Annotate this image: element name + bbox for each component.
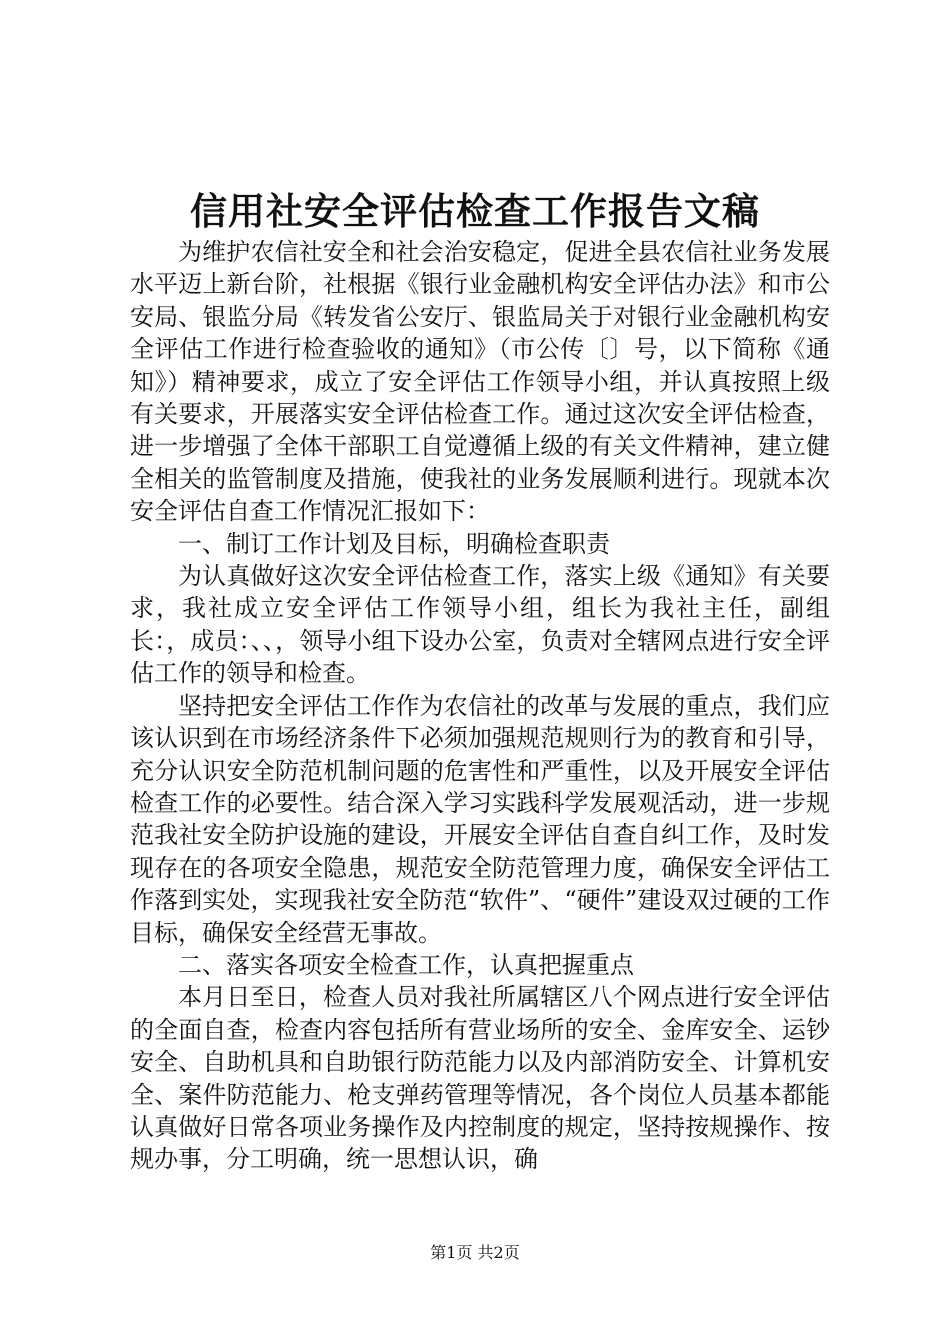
paragraph-section1-a: 为认真做好这次安全评估检查工作，落实上级《通知》有关要求，我社成立安全评估工作领导小组，组长为我社主任，副组长：，成员：、、，领导小组下设办公室，负责对全辖网点进行安全评估工作的领导和检查。 bbox=[130, 562, 830, 688]
paragraph-section1-b: 坚持把安全评估工作作为农信社的改革与发展的重点，我们应该认识到在市场经济条件下必须加强规范规则行为的教育和引导，充分认识安全防范机制问题的危害性和严重性，以及开展安全评估检查工作的必要性。结合深入学习实践科学发展观活动，进一步规范我社安全防护设施的建设，开展安全评估自查自纠工作，及时发现存在的各项安全隐患，规范安全防范管理力度，确保安全评估工作落到实处，实现我社安全防范“软件”、“硬件”建设双过硬的工作目标，确保安全经营无事故。 bbox=[130, 691, 830, 947]
section-heading-1: 一、制订工作计划及目标，明确检查职责 bbox=[178, 529, 610, 558]
paragraph-section2-a: 本月日至日，检查人员对我社所属辖区八个网点进行安全评估的全面自查，检查内容包括所有营业场所的安全、金库安全、运钞安全、自助机具和自助银行防范能力以及内部消防安全、计算机安全、案件防范能力、枪支弹药管理等情况，各个岗位人员基本都能认真做好日常各项业务操作及内控制度的规定，坚持按规操作、按规办事，分工明确，统一思想认识，确 bbox=[130, 983, 830, 1174]
paragraph-intro: 为维护农信社安全和社会治安稳定，促进全县农信社业务发展水平迈上新台阶，社根据《银行业金融机构安全评估办法》和市公安局、银监分局《转发省公安厅、银监局关于对银行业金融机构安全评估工作进行检查验收的通知》（市公传〔〕号，以下简称《通知》）精神要求，成立了安全评估工作领导小组，并认真按照上级有关要求，开展落实安全评估检查工作。通过这次安全评估检查，进一步增强了全体干部职工自觉遵循上级的有关文件精神，建立健全相关的监管制度及措施，使我社的业务发展顺利进行。现就本次安全评估自查工作情况汇报如下： bbox=[130, 238, 830, 526]
section-heading-2: 二、落实各项安全检查工作，认真把握重点 bbox=[178, 950, 634, 979]
document-title: 信用社安全评估检查工作报告文稿 bbox=[190, 189, 760, 233]
document-body bbox=[130, 236, 830, 1176]
page-footer: 第1页 共2页 bbox=[430, 1243, 520, 1262]
